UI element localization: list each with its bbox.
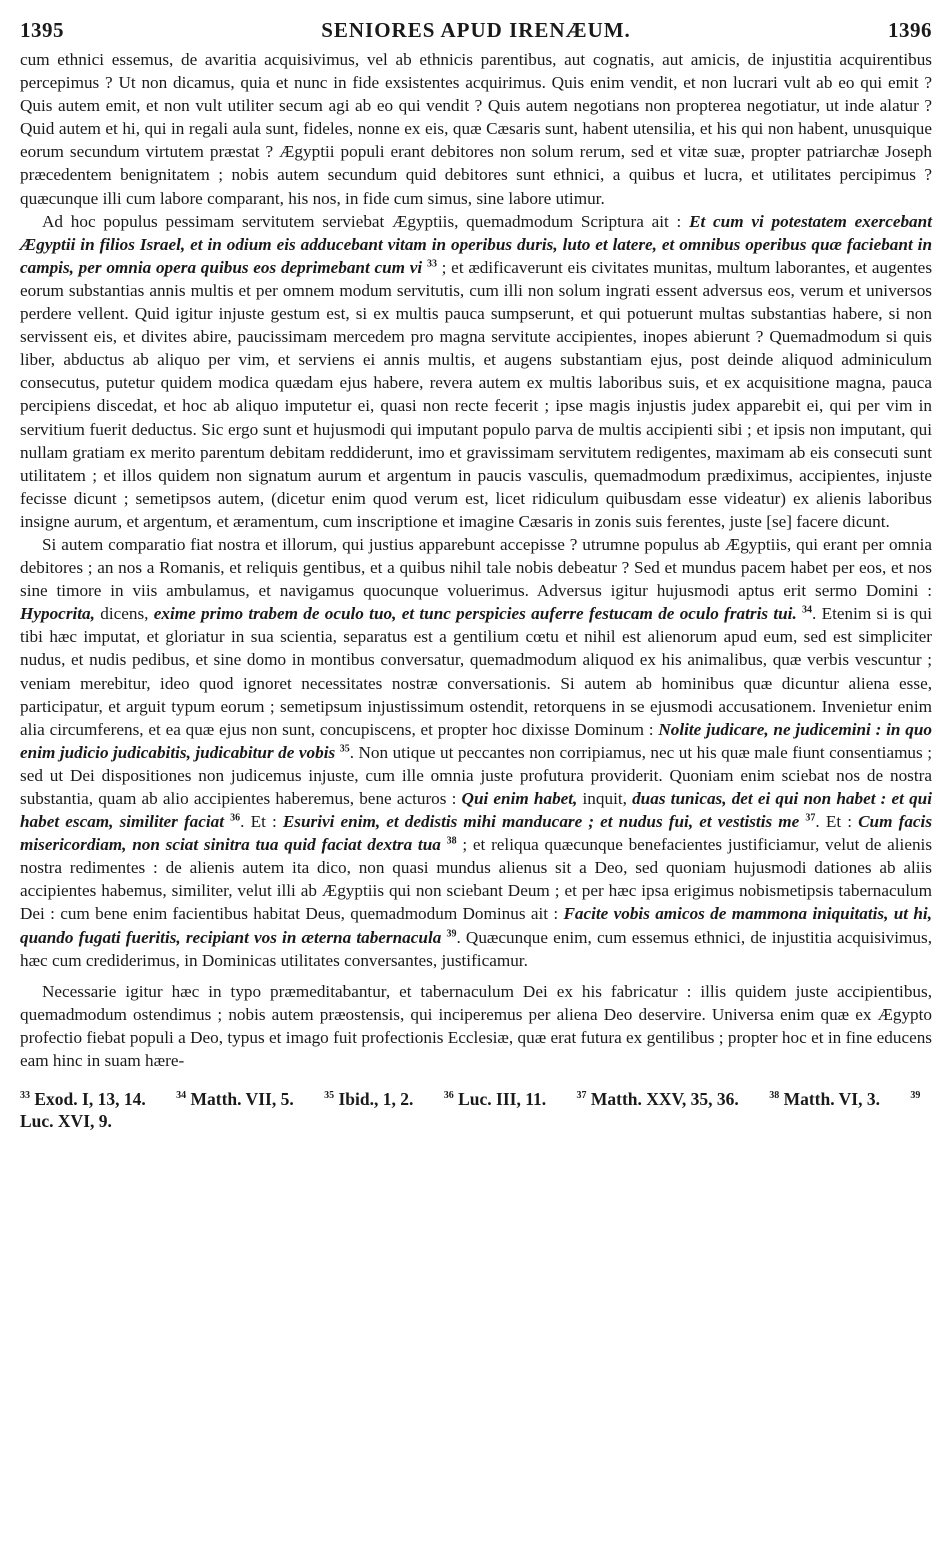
- right-page-number: 1396: [888, 18, 932, 42]
- footnote-citation: Luc. III, 11.: [458, 1089, 547, 1110]
- scripture-quote: Facite vobis amicos de mammona iniquitatis, ut hi, quando fugati fueritis, recipiant vos in æterna tabernacula: [20, 904, 932, 947]
- footnote-ref: 34: [802, 604, 813, 616]
- text-run: . Non utique ut peccantes non corripiamus, nec ut his quæ male fiunt consentiamus ; sed ut Dei dispositiones non judicemus injuste, cum ille omnia juste profutura providerit. Quoniam enim sciebat nos de nostra substantia, quam ab alio accipientes haberemus, bene acturos :: [20, 742, 932, 808]
- footnote-citation: Ibid., 1, 2.: [338, 1089, 414, 1110]
- footnote-ref: 35: [339, 743, 350, 755]
- footnote-citation: Matth. VI, 3.: [783, 1089, 880, 1110]
- body-paragraph: [20, 210, 932, 533]
- scripture-quote: Esurivi enim, et dedistis mihi manducare ; et nudus fui, et vestistis me: [282, 812, 800, 832]
- scripture-quote: Qui enim habet,: [461, 789, 578, 808]
- body-paragraph: [20, 48, 932, 210]
- running-title: SENIORES APUD IRENÆUM.: [321, 18, 631, 42]
- scripture-quote: Et cum vi potestatem exercebant Ægyptii in filios Israel, et in odium eis adducebant vitam in operibus duris, luto et latere, et omnibus operibus quæ faciebant in campis, per omnia opera quibus eos deprimebant cum vi: [20, 211, 932, 277]
- footnote-ref: 36: [230, 812, 241, 824]
- main-text-column: [20, 48, 932, 1072]
- body-paragraph: [20, 980, 932, 1072]
- footnote-ref: 33: [426, 258, 437, 270]
- footnotes-block: [20, 1088, 932, 1132]
- body-paragraph: [20, 533, 932, 972]
- scripture-quote: Nolite judicare, ne judicemini : in quo enim judicio judicabitis, judicabitur de vobis: [20, 719, 932, 762]
- text-run: Ad hoc populus pessimam servitutem serviebat Ægyptiis, quemadmodum Scriptura ait :: [42, 211, 690, 231]
- footnote-number: 36: [443, 1090, 454, 1102]
- footnote-number: 34: [176, 1090, 187, 1102]
- text-run: Necessarie igitur hæc in typo præmeditabantur, et tabernaculum Dei ex his fabricatur : illis quidem juste accipientibus, quemadmodum ostendimus ; nobis autem præostensis, qui inciperemus per aliena Deo deservire. Universa enim quæ ex Ægypto profectio fiebat populi a Deo, typus et imago fuit profectionis Ecclesiæ, quæ erat futura ex gentilibus ; propter hoc et in fine educens eam hinc in suam hære-: [20, 981, 932, 1071]
- footnote-item: [176, 1089, 294, 1109]
- text-run: . Etenim si is qui tibi hæc imputat, et gloriatur in sua scientia, separatus est a gentilium cœtu et nihil est alienorum apud eum, sed est simpliciter nudus, et nudis pedibus, et sine domo in montibus conversatur, quemadmodum aliquod ex his animalibus, quæ verbis vescuntur ; veniam merebitur, ideo quod ignoret necessitates nostræ conversationis. Si autem ab hominibus quæ dicuntur aliena esse, participatur, et arguit typum eorum ; semetipsum injustissimum ostendit, retorquens in se ejusmodi accusationem. Invenietur enim alia circumferens, et ea quæ ejus non sunt, concupiscens, et propter hoc dixisse Dominum :: [20, 604, 933, 739]
- book-page: [20, 18, 932, 1548]
- footnote-item: [769, 1089, 880, 1109]
- text-run: . Quæcunque enim, cum essemus ethnici, de injustitia acquisivimus, hæc cum crediderimus, in Dominicas utilitates conversantes, justificamur.: [20, 927, 933, 970]
- footnote-number: 37: [576, 1090, 587, 1102]
- scripture-quote: exime primo trabem de oculo tuo, et tunc perspicies auferre festucam de oculo fratris tui.: [153, 604, 797, 624]
- footnote-citation: Matth. VII, 5.: [190, 1089, 294, 1110]
- footnote-ref: 37: [805, 812, 816, 824]
- text-run: Si autem comparatio fiat nostra et illorum, qui justius apparebunt accepisse ? utrumne populus ab Ægyptiis, qui erant per omnia debitores ; an nos a Romanis, et reliquis gentibus, et a quibus nihil tale nobis debeatur ? Sed et mundus pacem habet per eos, et nos sine timore in viis ambulamus, et navigamus quocunque voluerimus. Adversus igitur hujusmodi aptus erit sermo Domini :: [20, 534, 932, 601]
- scripture-quote: Cum facis misericordiam, non sciat sinitra tua quid faciat dextra tua: [20, 812, 933, 855]
- text-run: cum ethnici essemus, de avaritia acquisivimus, vel ab ethnicis parentibus, aut cognatis, aut amicis, de injustitia acquirentibus percepimus ? Ut non dicamus, quia et nunc in fide exsistentes acquirimus. Quis enim vendit, et non lucrari vult ab eo qui emit ? Quis autem emit, et non vult utiliter secum agi ab eo qui vendit ? Quis autem negotians non propterea negotiatur, ut inde alatur ? Quid autem et hi, qui in regali aula sunt, fideles, nonne ex eis, quæ Cæsaris sunt, habent utensilia, et his qui non habent, unusquique eorum secundum virtutem præstat ? Ægyptii populi erant debitores non solum rerum, sed et vitæ suæ, propter patriarchæ Joseph præcedentem benignitatem ; nobis autem secundum quid debitores sunt ethnici, a quibus et lucra, et utilitates percipimus ? quæcunque illi cum labore comparant, his nos, in fide cum simus, sine labore utimur.: [20, 50, 932, 208]
- footnote-item: [20, 1089, 146, 1109]
- scripture-quote: duas tunicas, det ei qui non habet : et qui habet escam, similiter faciat: [20, 789, 932, 832]
- text-run: . Et :: [815, 812, 859, 832]
- footnote-number: 39: [910, 1090, 921, 1102]
- footnote-number: 38: [769, 1090, 780, 1102]
- text-run: ; et ædificaverunt eis civitates munitas, multum laborantes, et augentes eorum substantias annis multis et per omnem modum servitutis, cum illi non solum ingrati essent adversus eos, verum et universos perdere vellent. Quid igitur injuste gestum est, si ex multis pauca sumpserunt, et qui potuerunt multas substantias habere, si non servissent eis, et divites abire, paucissimam mercedem pro magna servitute accipientes, inopes abierunt ? Quemadmodum si quis liber, abductus ab aliquo per vim, et serviens ei annis multis, et augens substantiam ejus, post deinde aliquod adminiculum consecutus, putetur quidem modica quædam ejus habere, revera autem ex multis laboribus suis, et ex acquisitione magna, pauca percipiens discedat, et hoc ab aliquo imputetur ei, quasi non recte fecerit ; ipse magis injustis judex apparebit ei, qui per vim in servitium fuerit deductus. Sic ergo sunt et hujusmodi qui imputant populo parva de multis accipienti sibi ; et ipsis non imputant, qui nullam gratiam ex merito parentum debitam reddiderunt, imo et gravissimam servitutem redigentes, maximam ab eis consecuti sunt utilitatem ; et illos quidem non signatum aurum et argentum in paucis vasculis, quemadmodum prædiximus, accipientes, injuste fecisse dicunt ; semetipsos autem, (dicetur enim quod verum est, licet ridiculum quibusdam esse videatur) ex alienis laboribus insigne aurum, et argentum, et æramentum, cum inscriptione et imagine Cæsaris in zonis suis ferentes, juste [se] facere dicunt.: [20, 257, 933, 531]
- footnote-item: [324, 1089, 413, 1109]
- text-run: ; et reliqua quæcunque benefacientes justificiamur, velut de alienis nostra redimentes : de alienis autem ita dico, non quasi mundus alienus sit a Deo, sed quoniam hujusmodi dationes ab aliis accipientes habemus, similiter, velut illi ab Ægyptiis qui non sciebant Deum ; et per hæc ipsa erigimus nobismetipsis tabernaculum Dei : cum bene enim facientibus habitat Deus, quemadmodum Dominus ait :: [20, 835, 933, 924]
- footnote-citation: Matth. XXV, 35, 36.: [590, 1089, 739, 1110]
- footnote-ref: 38: [446, 835, 457, 847]
- footnote-citation: Exod. I, 13, 14.: [34, 1089, 146, 1110]
- text-run: inquit,: [577, 789, 633, 808]
- footnote-number: 33: [20, 1090, 30, 1102]
- footnote-item: [444, 1089, 546, 1109]
- footnote-citation: Luc. XVI, 9.: [20, 1111, 112, 1132]
- running-header: [20, 18, 932, 44]
- left-page-number: 1395: [20, 18, 64, 42]
- text-run: dicens,: [94, 604, 154, 624]
- footnote-ref: 39: [446, 927, 457, 939]
- footnote-number: 35: [324, 1090, 335, 1102]
- scripture-quote: Hypocrita,: [20, 604, 95, 624]
- footnote-item: [576, 1089, 738, 1109]
- text-run: . Et :: [240, 812, 283, 832]
